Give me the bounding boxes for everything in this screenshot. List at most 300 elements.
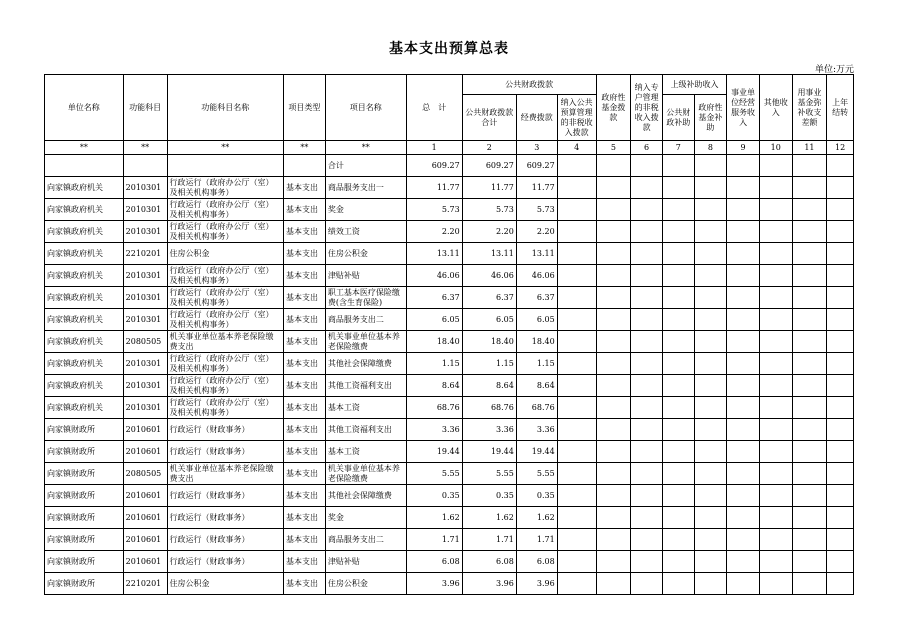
index-cell: 3 [516,141,557,155]
empty-cell [792,485,827,507]
cell-total: 6.05 [406,309,462,331]
empty-cell [631,485,663,507]
empty-cell [557,177,596,199]
cell-func-code: 2010301 [123,397,167,419]
cell-item-type: 基本支出 [283,177,325,199]
table-row [45,309,854,331]
cell-pf-allocation: 3.96 [462,573,516,595]
cell-item-name: 基本工资 [325,441,406,463]
table-row [45,287,854,309]
index-cell: 4 [557,141,596,155]
empty-cell [694,485,727,507]
table-row [45,375,854,397]
empty-cell [727,177,760,199]
index-cell: ** [123,141,167,155]
empty-cell [792,265,827,287]
empty-cell [662,265,694,287]
empty-cell [792,419,827,441]
cell-pf-allocation: 19.44 [462,441,516,463]
empty-cell [662,287,694,309]
empty-cell [727,375,760,397]
empty-cell [759,287,792,309]
empty-cell [662,199,694,221]
cell-total: 11.77 [406,177,462,199]
cell-item-type: 基本支出 [283,353,325,375]
empty-cell [557,463,596,485]
cell-func-name: 行政运行（政府办公厅（室）及相关机构事务） [167,177,283,199]
empty-cell [727,463,760,485]
cell-item-type: 基本支出 [283,265,325,287]
empty-cell [759,353,792,375]
empty-cell [727,331,760,353]
empty-cell [631,397,663,419]
cell-unit-name: 向家镇政府机关 [45,265,124,287]
empty-cell [727,419,760,441]
header-upper-public: 公共财政补助 [662,95,694,141]
cell-item-name: 住房公积金 [325,573,406,595]
header-func-name: 功能科目名称 [167,75,283,141]
cell-item-name: 商品服务支出一 [325,177,406,199]
empty-cell [694,507,727,529]
budget-table [44,74,854,595]
empty-cell [727,507,760,529]
empty-cell [827,419,854,441]
cell-pf-funding: 13.11 [516,243,557,265]
empty-cell [557,507,596,529]
empty-cell [631,265,663,287]
cell-func-code: 2010301 [123,309,167,331]
empty-cell [596,221,631,243]
empty-cell [631,243,663,265]
empty-cell [631,199,663,221]
cell-item-name: 津贴补贴 [325,265,406,287]
cell-unit-name: 向家镇政府机关 [45,243,124,265]
empty-cell [727,573,760,595]
cell-pf-funding: 0.35 [516,485,557,507]
cell-func-name: 住房公积金 [167,573,283,595]
cell-pf-funding: 5.73 [516,199,557,221]
empty-cell [694,287,727,309]
empty-cell [557,551,596,573]
empty-cell [631,551,663,573]
empty-cell [694,551,727,573]
index-cell: 6 [631,141,663,155]
header-pf-allocation: 公共财政拨款合计 [462,95,516,141]
table-row [45,397,854,419]
cell-func-code: 2010601 [123,529,167,551]
empty-cell [596,309,631,331]
header-other-income: 其他收入 [759,75,792,141]
index-cell: 5 [596,141,631,155]
cell-item-type: 基本支出 [283,199,325,221]
cell-item-type: 基本支出 [283,551,325,573]
index-cell: ** [325,141,406,155]
empty-cell [662,573,694,595]
cell-unit-name: 向家镇财政所 [45,507,124,529]
cell-unit-name: 向家镇财政所 [45,441,124,463]
cell-pf-funding: 6.08 [516,551,557,573]
table-row [45,551,854,573]
empty-cell [557,573,596,595]
empty-cell [792,331,827,353]
empty-cell [694,331,727,353]
cell-pf-funding: 1.71 [516,529,557,551]
cell-pf-allocation: 6.05 [462,309,516,331]
empty-cell [596,353,631,375]
empty-cell [557,287,596,309]
empty-cell [596,265,631,287]
empty-cell [792,529,827,551]
index-cell: 9 [727,141,760,155]
empty-cell [596,177,631,199]
cell-item-type: 基本支出 [283,309,325,331]
empty-cell [759,265,792,287]
empty-cell [557,397,596,419]
cell-total: 18.40 [406,331,462,353]
cell-total: 0.35 [406,485,462,507]
cell-item-type: 基本支出 [283,463,325,485]
header-pf-special: 纳入公共预算管理的非税收入拨款 [557,95,596,141]
index-cell: 7 [662,141,694,155]
empty-cell [827,529,854,551]
cell-func-code: 2010601 [123,485,167,507]
empty-cell [727,529,760,551]
cell-item-type: 基本支出 [283,375,325,397]
cell-item-name: 奖金 [325,507,406,529]
index-cell: 2 [462,141,516,155]
empty-cell [662,441,694,463]
empty-cell [662,551,694,573]
table-header [45,75,854,155]
empty-cell [759,397,792,419]
cell-func-name: 行政运行（财政事务） [167,529,283,551]
cell-item-name: 基本工资 [325,397,406,419]
empty-cell [662,177,694,199]
cell-total: 1.15 [406,353,462,375]
cell-item-name: 机关事业单位基本养老保险缴费 [325,463,406,485]
cell-unit-name: 向家镇政府机关 [45,287,124,309]
cell-item-type: 基本支出 [283,331,325,353]
empty-cell [557,441,596,463]
cell-pf-funding: 18.40 [516,331,557,353]
cell-item-type: 基本支出 [283,573,325,595]
cell-func-name: 机关事业单位基本养老保险缴费支出 [167,331,283,353]
empty-cell [557,221,596,243]
header-fund-balance: 用事业基金弥补收支差额 [792,75,827,141]
empty-cell [694,573,727,595]
cell-func-code: 2010601 [123,551,167,573]
total-pf: 609.27 [462,155,516,177]
empty-cell [759,309,792,331]
cell-item-name: 商品服务支出二 [325,529,406,551]
cell-pf-funding: 5.55 [516,463,557,485]
cell-total: 8.64 [406,375,462,397]
empty-cell [662,507,694,529]
empty-cell [827,573,854,595]
empty-cell [557,199,596,221]
cell-pf-allocation: 18.40 [462,331,516,353]
empty-cell [759,419,792,441]
empty-cell [694,419,727,441]
table-row [45,199,854,221]
cell-pf-allocation: 13.11 [462,243,516,265]
cell-pf-funding: 11.77 [516,177,557,199]
cell-item-type: 基本支出 [283,243,325,265]
cell-unit-name: 向家镇政府机关 [45,221,124,243]
empty-cell [596,419,631,441]
cell-total: 5.73 [406,199,462,221]
cell-item-type: 基本支出 [283,221,325,243]
cell-item-name: 津贴补贴 [325,551,406,573]
empty-cell [827,507,854,529]
empty-cell [596,551,631,573]
empty-cell [759,331,792,353]
empty-cell [596,485,631,507]
empty-cell [792,353,827,375]
cell-total: 68.76 [406,397,462,419]
empty-cell [662,309,694,331]
empty-cell [596,287,631,309]
cell-pf-funding: 1.15 [516,353,557,375]
empty-cell [631,309,663,331]
empty-cell [631,441,663,463]
empty-cell [596,573,631,595]
index-cell: ** [167,141,283,155]
total-row [45,155,854,177]
cell-unit-name: 向家镇财政所 [45,551,124,573]
cell-pf-allocation: 0.35 [462,485,516,507]
empty-cell [694,221,727,243]
cell-pf-funding: 6.05 [516,309,557,331]
cell-pf-allocation: 46.06 [462,265,516,287]
table-row [45,529,854,551]
empty-cell [792,397,827,419]
empty-cell [557,485,596,507]
empty-cell [662,485,694,507]
cell-func-code: 2010301 [123,265,167,287]
empty-cell [596,441,631,463]
empty-cell [727,353,760,375]
cell-func-code: 2080505 [123,331,167,353]
empty-cell [662,331,694,353]
cell-func-name: 行政运行（政府办公厅（室）及相关机构事务） [167,221,283,243]
empty-cell [759,441,792,463]
empty-cell [792,243,827,265]
cell-item-name: 其他工资福利支出 [325,419,406,441]
cell-item-name: 其他工资福利支出 [325,375,406,397]
index-row [45,141,854,155]
empty-cell [827,485,854,507]
page-title: 基本支出预算总表 [389,41,509,57]
empty-cell [827,331,854,353]
empty-cell [759,463,792,485]
empty-cell [759,573,792,595]
cell-func-code: 2010301 [123,287,167,309]
empty-cell [631,463,663,485]
empty-cell [792,573,827,595]
cell-total: 46.06 [406,265,462,287]
empty-cell [827,199,854,221]
empty-cell [827,287,854,309]
empty-cell [694,441,727,463]
empty-cell [662,419,694,441]
header-pf-funding: 经费拨款 [516,95,557,141]
index-cell: 11 [792,141,827,155]
cell-func-code: 2010301 [123,375,167,397]
empty-cell [727,309,760,331]
cell-total: 1.71 [406,529,462,551]
empty-cell [596,243,631,265]
empty-cell [792,375,827,397]
empty-cell [827,221,854,243]
empty-cell [694,463,727,485]
empty-cell [631,221,663,243]
empty-cell [727,441,760,463]
cell-unit-name: 向家镇政府机关 [45,375,124,397]
header-business-income: 事业单位经营服务收入 [727,75,760,141]
empty-cell [596,397,631,419]
cell-item-name: 机关事业单位基本养老保险缴费 [325,331,406,353]
index-cell: 12 [827,141,854,155]
cell-item-type: 基本支出 [283,397,325,419]
header-upper-gov: 政府性基金补助 [694,95,727,141]
empty-cell [759,243,792,265]
empty-cell [827,375,854,397]
cell-unit-name: 向家镇政府机关 [45,177,124,199]
empty-cell [827,177,854,199]
empty-cell [631,573,663,595]
empty-cell [827,243,854,265]
empty-cell [827,353,854,375]
header-carryover: 上年结转 [827,75,854,141]
index-cell: 8 [694,141,727,155]
header-gov-fund: 政府性基金拨款 [596,75,631,141]
empty-cell [694,375,727,397]
empty-cell [759,221,792,243]
cell-unit-name: 向家镇政府机关 [45,309,124,331]
empty-cell [792,551,827,573]
header-item-type: 项目类型 [283,75,325,141]
cell-item-type: 基本支出 [283,287,325,309]
empty-cell [662,529,694,551]
index-cell: ** [45,141,124,155]
cell-pf-funding: 8.64 [516,375,557,397]
cell-unit-name: 向家镇政府机关 [45,199,124,221]
cell-item-name: 绩效工资 [325,221,406,243]
empty-cell [596,331,631,353]
empty-cell [694,177,727,199]
table-row [45,265,854,287]
table-row [45,507,854,529]
empty-cell [727,485,760,507]
cell-pf-allocation: 1.62 [462,507,516,529]
cell-item-name: 其他社会保障缴费 [325,353,406,375]
header-special-nontax: 纳入专户管理的非税收入拨款 [631,75,663,141]
cell-item-type: 基本支出 [283,529,325,551]
cell-pf-funding: 1.62 [516,507,557,529]
cell-func-name: 行政运行（财政事务） [167,507,283,529]
empty-cell [557,419,596,441]
cell-unit-name: 向家镇财政所 [45,485,124,507]
unit-label: 单位:万元 [814,65,854,75]
total-funding: 609.27 [516,155,557,177]
empty-cell [694,529,727,551]
empty-cell [727,551,760,573]
header-item-name: 项目名称 [325,75,406,141]
empty-cell [827,551,854,573]
empty-cell [727,265,760,287]
empty-cell [557,309,596,331]
cell-total: 1.62 [406,507,462,529]
empty-cell [557,529,596,551]
empty-cell [792,309,827,331]
total-label: 合计 [325,155,406,177]
cell-total: 2.20 [406,221,462,243]
empty-cell [662,353,694,375]
table-row [45,243,854,265]
cell-unit-name: 向家镇财政所 [45,463,124,485]
header-public-fiscal: 公共财政拨款 [462,75,596,95]
cell-func-code: 2210201 [123,573,167,595]
cell-pf-allocation: 3.36 [462,419,516,441]
empty-cell [631,507,663,529]
cell-func-code: 2010301 [123,177,167,199]
empty-cell [727,243,760,265]
empty-cell [759,529,792,551]
empty-cell [596,463,631,485]
cell-pf-allocation: 5.73 [462,199,516,221]
empty-cell [727,397,760,419]
empty-cell [694,397,727,419]
cell-item-type: 基本支出 [283,419,325,441]
table-row [45,221,854,243]
empty-cell [694,199,727,221]
empty-cell [557,353,596,375]
table-row [45,353,854,375]
cell-pf-funding: 3.36 [516,419,557,441]
index-cell: ** [283,141,325,155]
empty-cell [792,463,827,485]
cell-pf-allocation: 1.15 [462,353,516,375]
cell-func-name: 行政运行（财政事务） [167,551,283,573]
empty-cell [759,551,792,573]
cell-item-name: 住房公积金 [325,243,406,265]
cell-pf-allocation: 11.77 [462,177,516,199]
cell-item-name: 职工基本医疗保险缴费(含生育保险) [325,287,406,309]
cell-func-name: 行政运行（政府办公厅（室）及相关机构事务） [167,309,283,331]
empty-cell [557,243,596,265]
cell-pf-allocation: 6.08 [462,551,516,573]
cell-pf-funding: 6.37 [516,287,557,309]
empty-cell [631,419,663,441]
empty-cell [792,221,827,243]
empty-cell [631,375,663,397]
table-row [45,463,854,485]
empty-cell [631,353,663,375]
empty-cell [662,243,694,265]
cell-item-name: 其他社会保障缴费 [325,485,406,507]
cell-unit-name: 向家镇政府机关 [45,353,124,375]
empty-cell [827,265,854,287]
cell-item-type: 基本支出 [283,507,325,529]
cell-func-code: 2010301 [123,353,167,375]
cell-total: 6.08 [406,551,462,573]
cell-unit-name: 向家镇财政所 [45,573,124,595]
cell-func-code: 2010301 [123,221,167,243]
index-cell: 1 [406,141,462,155]
cell-pf-allocation: 1.71 [462,529,516,551]
empty-cell [694,265,727,287]
